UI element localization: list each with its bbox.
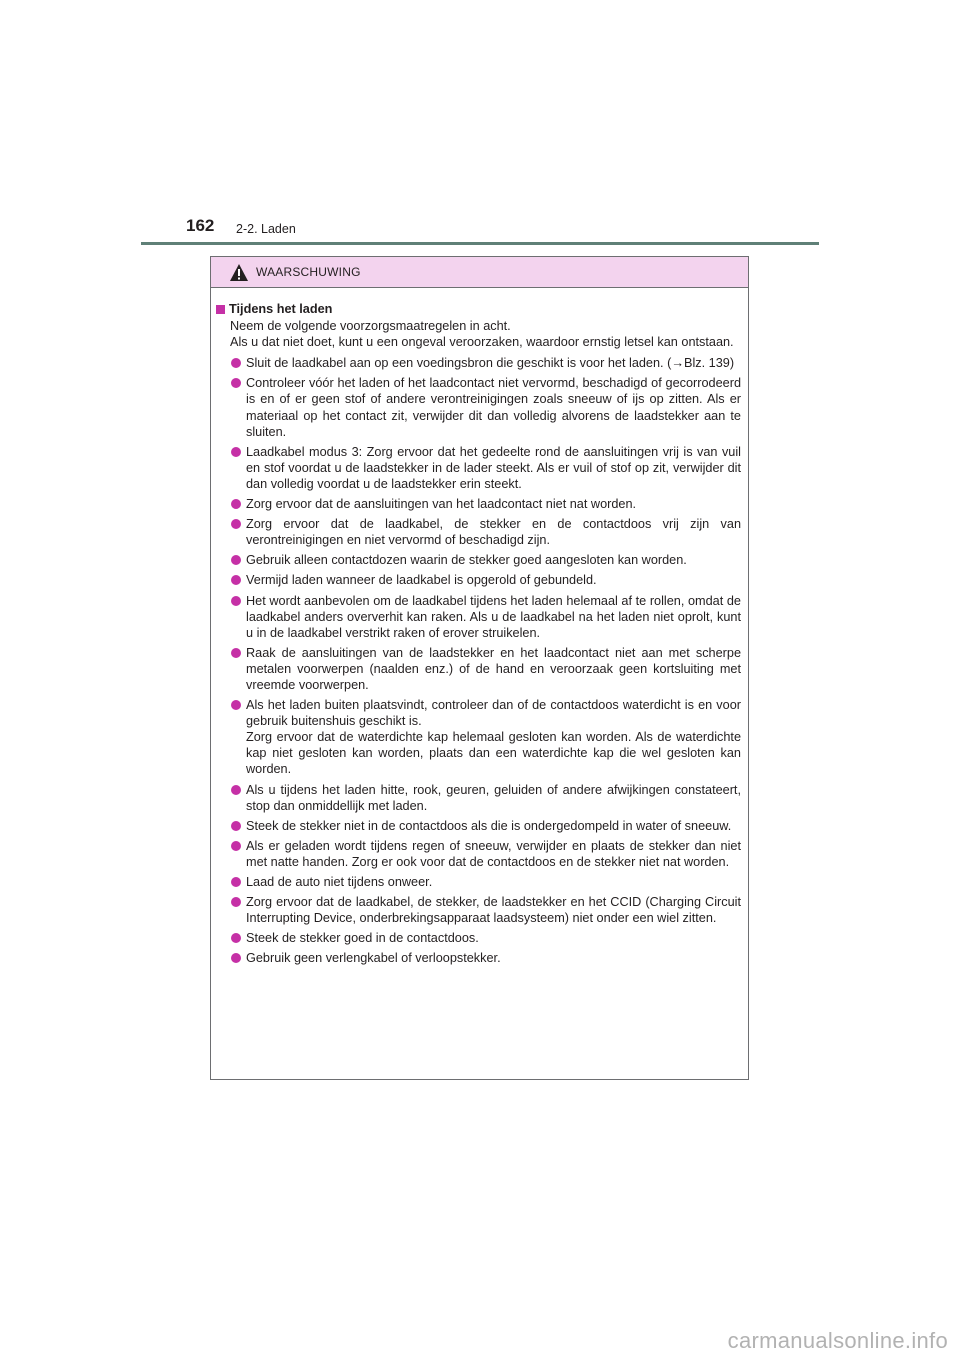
- list-item: [216, 930, 741, 946]
- list-item-text: Vermijd laden wanneer de laadkabel is opgerold of gebundeld.: [246, 573, 597, 588]
- bullet-icon: [231, 821, 241, 831]
- list-item: [216, 444, 741, 492]
- list-item-text: Laad de auto niet tijdens onweer.: [246, 875, 433, 889]
- list-item-text: Als het laden buiten plaatsvindt, controleer dan of de contactdoos waterdicht is en voor gebruik buitenshuis geschikt is. Zorg ervoor dat de waterdichte kap helemaal gesloten kan worden. Als de waterdichte kap niet gesloten kan worden, plaats dan een waterdichte kap die wel gesloten kan worden.: [246, 698, 741, 777]
- bullet-icon: [231, 447, 241, 457]
- list-item: [216, 496, 741, 512]
- bullet-icon: [231, 841, 241, 851]
- list-item-text: Steek de stekker goed in de contactdoos.: [246, 931, 479, 946]
- list-item-text: Zorg ervoor dat de laadkabel, de stekker, de laadstekker en het CCID (Charging Circuit Interrupting Device, onderbrekingsapparaat laadsysteem) niet onder een wiel zitten.: [246, 895, 741, 926]
- bullet-icon: [231, 897, 241, 907]
- square-bullet-icon: [216, 305, 225, 314]
- bullet-icon: [231, 648, 241, 658]
- bullet-icon: [231, 519, 241, 529]
- list-item-text: Als er geladen wordt tijdens regen of sneeuw, verwijder en plaats de stekker dan niet met natte handen. Zorg er ook voor dat de contactdoos en de stekker niet nat worden.: [246, 838, 741, 869]
- warning-box: [210, 256, 749, 1080]
- list-item-text: Als u tijdens het laden hitte, rook, geuren, geluiden of andere afwijkingen constateert, stop dan onmiddellijk met laden.: [246, 782, 741, 813]
- precaution-list: [216, 355, 741, 966]
- bullet-icon: [231, 378, 241, 388]
- list-item: [216, 375, 741, 439]
- list-item: [216, 593, 741, 641]
- intro-line: Als u dat niet doet, kunt u een ongeval veroorzaken, waardoor ernstig letsel kan ontstaan.: [230, 335, 734, 350]
- list-item: [216, 552, 741, 568]
- list-item-text: Zorg ervoor dat de aansluitingen van het laadcontact niet nat worden.: [246, 497, 637, 512]
- bullet-icon: [231, 555, 241, 565]
- list-item: [216, 818, 741, 834]
- bullet-icon: [231, 575, 241, 585]
- section-heading: [216, 301, 741, 317]
- warning-title: WAARSCHUWING: [256, 265, 361, 279]
- list-item-text: Laadkabel modus 3: Zorg ervoor dat het gedeelte rond de aansluitingen vrij is van vuil en stof voordat u de laadstekker in de lader steekt. Als er vuil of stof op zit, verwijder dit dan volledig voordat u de laadstekker erin steekt.: [246, 444, 741, 491]
- list-item-text: Sluit de laadkabel aan op een voedingsbron die geschikt is voor het laden. (→Blz. 139): [246, 356, 735, 371]
- section-title: 2-2. Laden: [236, 222, 296, 236]
- bullet-icon: [231, 499, 241, 509]
- list-item-text: Steek de stekker niet in de contactdoos als die is ondergedompeld in water of sneeuw.: [246, 818, 732, 833]
- list-item: [216, 355, 741, 371]
- list-item: [216, 645, 741, 693]
- bullet-icon: [231, 933, 241, 943]
- page-number: 162: [186, 216, 215, 235]
- list-item-text: Zorg ervoor dat de laadkabel, de stekker en de contactdoos vrij zijn van verontreinigingen en niet vervormd of beschadigd zijn.: [246, 517, 741, 548]
- bullet-icon: [231, 953, 241, 963]
- header-divider: [141, 242, 819, 245]
- watermark: carmanualsonline.info: [727, 1328, 948, 1353]
- list-item: [216, 572, 741, 588]
- list-item-text: Het wordt aanbevolen om de laadkabel tijdens het laden helemaal af te rollen, omdat de laadkabel anders oververhit kan raken. Als u de laadkabel na het laden niet oprolt, kunt u in de laadkabel verstrikt raken of erover struikelen.: [246, 593, 741, 640]
- warning-header: [211, 257, 748, 288]
- bullet-icon: [231, 596, 241, 606]
- warning-body: [211, 288, 748, 966]
- bullet-icon: [231, 700, 241, 710]
- bullet-icon: [231, 358, 241, 368]
- bullet-icon: [231, 785, 241, 795]
- section-heading-text: Tijdens het laden: [229, 302, 333, 316]
- list-item-text: Raak de aansluitingen van de laadstekker en het laadcontact niet aan met scherpe metalen voorwerpen (naalden enz.) of de hand en veroorzaak geen kortsluiting met vreemde voorwerpen.: [246, 645, 741, 692]
- list-item: [216, 516, 741, 548]
- warning-triangle-icon: [229, 263, 249, 282]
- list-item: [216, 838, 741, 870]
- intro-text: [216, 318, 741, 350]
- list-item: [216, 697, 741, 777]
- intro-line: Neem de volgende voorzorgsmaatregelen in acht.: [230, 319, 511, 334]
- list-item: [216, 782, 741, 814]
- list-item-text: Gebruik geen verlengkabel of verloopstekker.: [246, 951, 501, 966]
- list-item: [216, 894, 741, 926]
- bullet-icon: [231, 877, 241, 887]
- list-item-text: Gebruik alleen contactdozen waarin de stekker goed aangesloten kan worden.: [246, 553, 687, 568]
- list-item-text: Controleer vóór het laden of het laadcontact niet vervormd, beschadigd of gecorrodeerd is en of er geen stof of andere verontreinigingen zoals sneeuw of ijs op zitten. Als er materiaal op het contact zit, verwijder dit dan volledig alvorens de laadstekker aan te sluiten.: [246, 376, 741, 439]
- list-item: [216, 950, 741, 966]
- list-item: [216, 874, 741, 890]
